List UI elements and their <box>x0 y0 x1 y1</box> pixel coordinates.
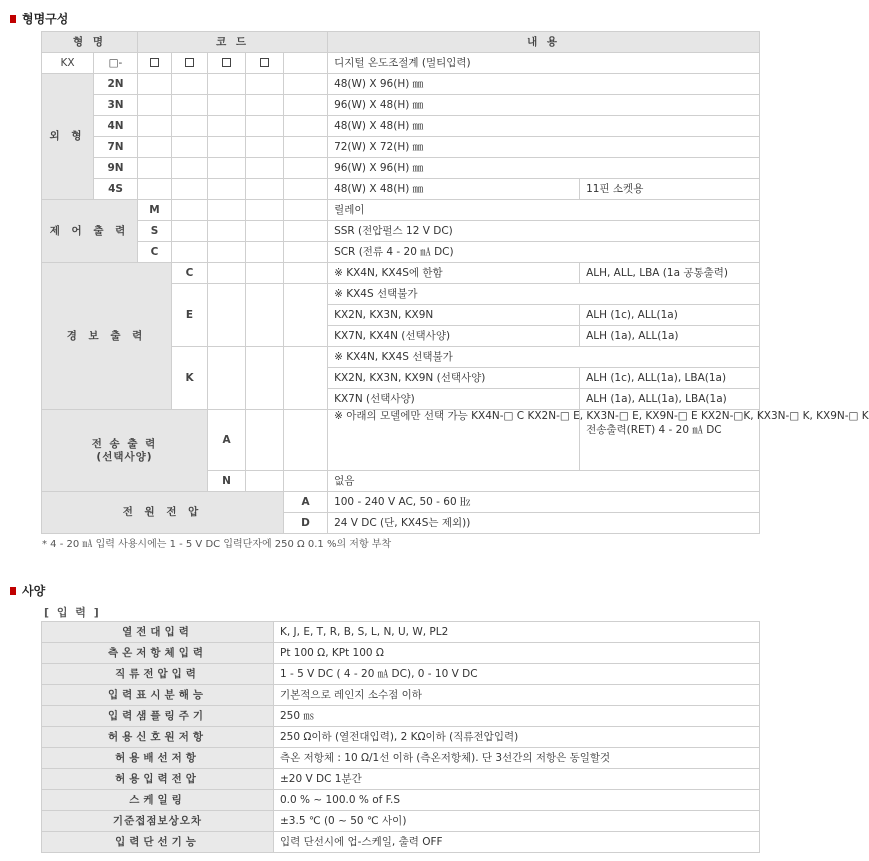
spec-label: 입력표시분해능 <box>42 685 274 706</box>
control-desc: 릴레이 <box>328 200 760 221</box>
transmit-label-line2: (선택사양) <box>96 450 153 463</box>
control-row <box>42 200 760 221</box>
transmit-code-a: A <box>208 410 246 471</box>
spec-value: 1 - 5 V DC ( 4 - 20 ㎃ DC), 0 - 10 V DC <box>274 664 760 685</box>
square-icon <box>185 58 194 67</box>
kx-code-5 <box>246 53 284 74</box>
alarm-desc: ※ KX4S 선택불가 <box>328 284 760 305</box>
shape-row <box>42 158 760 179</box>
shape-desc: 48(W) X 96(H) ㎜ <box>328 74 760 95</box>
spec-label: 측온저항체입력 <box>42 643 274 664</box>
square-icon <box>260 58 269 67</box>
section-title-spec: 사양 <box>10 582 45 599</box>
section-bullet-icon <box>10 15 16 23</box>
spec-value: ±20 V DC 1분간 <box>274 769 760 790</box>
spec-row <box>42 622 760 643</box>
spec-label: 입력단선기능 <box>42 832 274 853</box>
transmit-code-n: N <box>208 471 246 492</box>
section-bullet-icon <box>10 587 16 595</box>
shape-code: 2N <box>94 74 138 95</box>
shape-row <box>42 74 760 95</box>
spec-label: 열전대입력 <box>42 622 274 643</box>
shape-row <box>42 116 760 137</box>
alarm-code-e: E <box>172 284 208 347</box>
control-label: 제 어 출 력 <box>42 200 138 263</box>
shape-desc: 72(W) X 72(H) ㎜ <box>328 137 760 158</box>
spec-row <box>42 664 760 685</box>
alarm-desc: ※ KX4N, KX4S 선택불가 <box>328 347 760 368</box>
shape-extra: 11핀 소켓용 <box>580 179 760 200</box>
shape-row <box>42 179 760 200</box>
shape-code: 3N <box>94 95 138 116</box>
spec-label: 직류전압입력 <box>42 664 274 685</box>
control-row <box>42 242 760 263</box>
kx-row <box>42 53 760 74</box>
alarm-extra: ALH (1c), ALL(1a) <box>580 305 760 326</box>
header-code: 코 드 <box>138 32 328 53</box>
transmit-desc: 없음 <box>328 471 760 492</box>
header-model: 형 명 <box>42 32 138 53</box>
kx-code-2 <box>138 53 172 74</box>
kx-code-4 <box>208 53 246 74</box>
kx-code-1: □- <box>94 53 138 74</box>
section-title-model: 형명구성 <box>10 10 68 27</box>
alarm-extra: ALH (1a), ALL(1a) <box>580 326 760 347</box>
power-code: D <box>284 513 328 534</box>
header-row <box>42 32 760 53</box>
control-desc: SCR (전류 4 - 20 ㎃ DC) <box>328 242 760 263</box>
spec-label: 허용신호원저항 <box>42 727 274 748</box>
control-row <box>42 221 760 242</box>
alarm-desc: KX7N (선택사양) <box>328 389 580 410</box>
model-table <box>41 31 869 534</box>
spec-label: 입력샘플링주기 <box>42 706 274 727</box>
shape-desc: 48(W) X 48(H) ㎜ <box>328 179 580 200</box>
spec-label: 기준접점보상오차 <box>42 811 274 832</box>
shape-row <box>42 137 760 158</box>
alarm-desc: KX7N, KX4N (선택사양) <box>328 326 580 347</box>
alarm-desc: ※ KX4N, KX4S에 한함 <box>328 263 580 284</box>
alarm-extra: ALH, ALL, LBA (1a 공통출력) <box>580 263 760 284</box>
spec-row <box>42 643 760 664</box>
alarm-desc: KX2N, KX3N, KX9N <box>328 305 580 326</box>
spec-value: 측온 저항체 : 10 Ω/1선 이하 (측온저항체). 단 3선간의 저항은 동일할것 <box>274 748 760 769</box>
kx-code-3 <box>172 53 208 74</box>
shape-code: 7N <box>94 137 138 158</box>
control-desc: SSR (전압펄스 12 V DC) <box>328 221 760 242</box>
alarm-label: 경 보 출 력 <box>42 263 172 410</box>
square-icon <box>150 58 159 67</box>
power-desc: 24 V DC (단, KX4S는 제외)) <box>328 513 760 534</box>
spec-row <box>42 769 760 790</box>
kx-desc: 디지털 온도조절계 (멀티입력) <box>328 53 760 74</box>
spec-label: 허용배선저항 <box>42 748 274 769</box>
spec-value: 입력 단선시에 업-스케일, 출력 OFF <box>274 832 760 853</box>
spec-row <box>42 727 760 748</box>
shape-code: 4S <box>94 179 138 200</box>
alarm-desc: KX2N, KX3N, KX9N (선택사양) <box>328 368 580 389</box>
shape-desc: 96(W) X 96(H) ㎜ <box>328 158 760 179</box>
alarm-code-k: K <box>172 347 208 410</box>
shape-code: 4N <box>94 116 138 137</box>
subsection-title-input: [ 입 력 ] <box>44 606 101 619</box>
spec-label: 스케일링 <box>42 790 274 811</box>
spec-value: 기본적으로 레인지 소수점 이하 <box>274 685 760 706</box>
spec-value: K, J, E, T, R, B, S, L, N, U, W, PL2 <box>274 622 760 643</box>
alarm-row <box>42 263 760 284</box>
spec-value: ±3.5 ℃ (0 ~ 50 ℃ 사이) <box>274 811 760 832</box>
power-desc: 100 - 240 V AC, 50 - 60 ㎐ <box>328 492 760 513</box>
footnote: * 4 - 20 ㎃ 입력 사용시에는 1 - 5 V DC 입력단자에 250 Ω 0.1 %의 저항 부착 <box>42 539 392 550</box>
transmit-label-line1: 전 송 출 력 <box>91 437 158 450</box>
control-code: M <box>138 200 172 221</box>
spec-value: 0.0 % ~ 100.0 % of F.S <box>274 790 760 811</box>
kx-code-6 <box>284 53 328 74</box>
spec-value: 250 Ω이하 (열전대입력), 2 KΩ이하 (직류전압입력) <box>274 727 760 748</box>
transmit-extra: 전송출력(RET) 4 - 20 ㎃ DC <box>580 410 760 471</box>
control-code: S <box>138 221 172 242</box>
alarm-code-c: C <box>172 263 208 284</box>
transmit-desc: ※ 아래의 모델에만 선택 가능 KX4N-□ C KX2N-□ E, KX3N-□ E, KX9N-□ E KX2N-□K, KX3N-□ K, KX9N-□ K <box>328 410 580 471</box>
spec-row <box>42 706 760 727</box>
spec-row <box>42 685 760 706</box>
shape-label: 외 형 <box>42 74 94 200</box>
transmit-label <box>42 410 208 492</box>
transmit-row <box>42 410 760 471</box>
control-code: C <box>138 242 172 263</box>
spec-value: 250 ㎳ <box>274 706 760 727</box>
power-row <box>42 492 760 513</box>
shape-desc: 96(W) X 48(H) ㎜ <box>328 95 760 116</box>
spec-table <box>41 621 760 853</box>
shape-row <box>42 95 760 116</box>
spec-label: 허용입력전압 <box>42 769 274 790</box>
alarm-extra: ALH (1c), ALL(1a), LBA(1a) <box>580 368 760 389</box>
kx-model: KX <box>42 53 94 74</box>
shape-code: 9N <box>94 158 138 179</box>
alarm-extra: ALH (1a), ALL(1a), LBA(1a) <box>580 389 760 410</box>
power-label: 전 원 전 압 <box>42 492 284 534</box>
spec-row <box>42 832 760 853</box>
power-code: A <box>284 492 328 513</box>
header-content: 내 용 <box>328 32 760 53</box>
spec-row <box>42 811 760 832</box>
spec-value: Pt 100 Ω, KPt 100 Ω <box>274 643 760 664</box>
spec-row <box>42 748 760 769</box>
spec-row <box>42 790 760 811</box>
shape-desc: 48(W) X 48(H) ㎜ <box>328 116 760 137</box>
square-icon <box>222 58 231 67</box>
